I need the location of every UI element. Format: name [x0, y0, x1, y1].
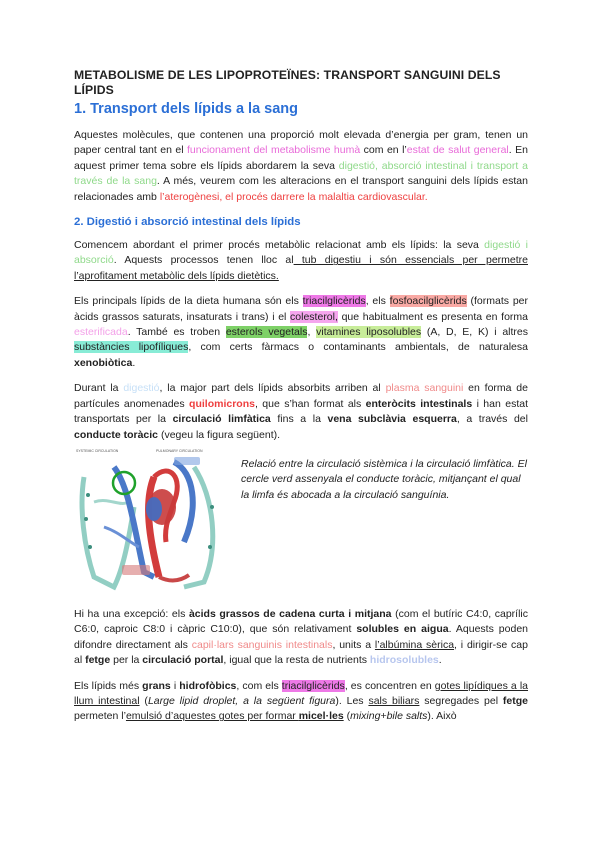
bold-enterocytes: enteròcits intestinals	[365, 397, 473, 410]
highlight-plant-sterols: esterols vegetals	[225, 326, 308, 339]
section-2-paragraph-4	[74, 607, 528, 669]
text: que habitualment es presenta en forma	[337, 310, 528, 323]
bold-thoracic-duct: conducte toràcic	[74, 428, 159, 441]
bold-hydrosoluble: hidrosolubles	[369, 654, 439, 667]
text: i han estat transportats per la	[74, 397, 528, 426]
bold-hydrophobic: hidrofòbics	[179, 679, 237, 692]
lymph-node	[208, 545, 212, 549]
underlined-emulsion: emulsió d’aquestes gotes per formar	[125, 710, 299, 723]
highlight-phosphoacylglycerides: fosfoacilglicèrids	[389, 295, 467, 308]
emphasis-digestion: digestió, absorció intestinal i transport a través de la sang	[74, 159, 528, 188]
lymph-branch	[94, 500, 129, 503]
text: , que s’han format als	[254, 397, 366, 410]
text: , igual que la resta de nutrients	[223, 654, 370, 667]
text: Els principals lípids de la dieta humana són els	[74, 295, 303, 308]
capillary-bed-bottom	[122, 565, 150, 575]
text: . Aquests processos tenen lloc al	[113, 254, 294, 267]
text: Aquestes molècules, que contenen una proporció molt elevada d’energia per gram, tenen un paper central tant en el	[74, 129, 528, 157]
text: segregades pel	[419, 694, 503, 707]
italic-mixing-bile-salts: mixing+bile salts	[350, 710, 428, 723]
text: , com els	[236, 679, 282, 692]
bold-liver: fetge	[85, 654, 111, 667]
emphasis-health: estat de salut general	[406, 144, 509, 157]
highlight-lipophilic-substances: substàncies lipofíliques	[74, 341, 189, 354]
emphasis-atherogenesis: l’aterogènesi, el procés darrere la malaltia cardiovascular.	[159, 190, 428, 203]
text: per la	[110, 654, 143, 667]
circulation-diagram	[74, 447, 224, 597]
document-title: METABOLISME DE LES LIPOPROTEÏNES: TRANSPORT SANGUINI DELS LÍPIDS	[74, 68, 501, 97]
label-systemic: SYSTEMIC CIRCULATION	[76, 448, 119, 453]
bold-lymphatic-circulation: circulació limfàtica	[172, 413, 271, 426]
section-1-heading: 1. Transport dels lípids a la sang	[74, 101, 299, 117]
text: , a través del	[456, 413, 528, 426]
figure-caption: Relació entre la circulació sistèmica i la circulació limfàtica. El cercle verd assenyala el conducte toràcic, mitjançant el qual la limfa és abocada a la circulació sanguínia.	[241, 457, 527, 501]
bold-large: grans	[142, 679, 171, 692]
highlight-triacylglycerides: triacilglicèrids	[302, 295, 366, 308]
text: , la major part dels lípids absorbits arriben al	[159, 382, 386, 395]
text: (	[343, 710, 351, 723]
emphasis-intestinal-capillaries: capil·lars sanguinis intestinals	[191, 638, 333, 651]
bold-micelles: micel·les	[298, 710, 344, 723]
text: ). Les	[335, 694, 369, 707]
text: . A més, veurem com les alteracions en el transport sanguini dels lípids estan relacionades amb	[74, 175, 528, 203]
lymph-node	[210, 505, 214, 509]
bold-short-medium-fatty-acids: àcids grassos de cadena curta i mitjana	[188, 607, 392, 620]
text: . També es troben	[127, 326, 226, 339]
text: Comencem abordant el primer procés metabòlic relacionat amb els lípids: la seva	[74, 239, 485, 252]
text: .	[132, 356, 136, 369]
section-2-heading: 2. Digestió i absorció intestinal dels lípids	[74, 216, 301, 229]
highlight-cholesterol: colesterol,	[290, 310, 338, 323]
underlined-albumin: l’albúmina sèrica	[374, 638, 455, 651]
vein-pulmonary	[174, 462, 193, 542]
text: Hi ha una excepció: els	[74, 607, 189, 620]
section-2-paragraph-5	[74, 679, 528, 725]
bold-xenobiotic: xenobiòtica	[74, 356, 133, 369]
text: Durant la	[74, 382, 124, 395]
text: , com certs fàrmacs o contaminants ambientals, de naturalesa	[188, 341, 528, 354]
artery-lower	[159, 575, 189, 581]
text: ,	[307, 326, 317, 339]
text: ). Això	[427, 710, 457, 723]
bold-water-soluble: solubles en aigua	[356, 623, 449, 636]
emphasis-digestion-absorption: digestió i absorció	[74, 239, 528, 267]
underlined-digestive-tube: tub digestiu i són essencials per permetre l’aprofitament metabòlic dels lípids dietètics.	[74, 254, 528, 282]
lymph-node	[84, 517, 88, 521]
section-2-paragraph-1	[74, 238, 528, 284]
text: en forma de partícules anomenades	[74, 382, 528, 410]
text: Els lípids més	[74, 679, 143, 692]
capillary-bed-lungs	[174, 457, 200, 465]
emphasis-metabolism: funcionament del metabolisme humà	[187, 144, 361, 157]
lymph-node	[86, 493, 90, 497]
emphasis-digestion-faint: digestió	[123, 382, 160, 395]
italic-large-lipid-droplet: Large lipid droplet, a la següent figura	[147, 694, 336, 707]
text: , units a	[332, 638, 375, 651]
text: (com el butíric C4:0, caprílic C6:0, caproic C8:0 i càpric C10:0), que són relativament	[74, 607, 528, 636]
lymph-node	[88, 545, 92, 549]
highlight-fat-soluble-vitamins: vitamines liposolubles	[316, 326, 422, 339]
text: , els	[365, 295, 390, 308]
text: i	[170, 679, 180, 692]
bold-liver-2: fetge	[502, 694, 528, 707]
section-2-paragraph-2	[74, 294, 528, 371]
highlight-triacylglycerides-2: triacilglicèrids	[281, 679, 345, 692]
text: com en l’	[360, 144, 407, 157]
text: (formats per àcids grassos saturats, insaturats i trans) i el	[74, 295, 529, 323]
text: permeten l’	[74, 710, 126, 723]
figure-row	[74, 447, 528, 597]
text: (	[139, 694, 148, 707]
document-page	[74, 68, 528, 735]
underlined-lipid-droplets: gotes lipídiques a la llum intestinal	[74, 679, 529, 707]
underlined-bile-salts: sals biliars	[368, 694, 420, 707]
text: . Aquests poden difondre directament als	[74, 623, 529, 651]
section-1-paragraph	[74, 128, 528, 205]
label-pulmonary: PULMONARY CIRCULATION	[156, 448, 203, 453]
emphasis-blood-plasma: plasma sanguini	[385, 382, 464, 395]
emphasis-esterified: esterificada	[74, 326, 128, 339]
bold-chylomicrons: quilomicrons	[189, 397, 255, 410]
text: .	[438, 654, 442, 667]
text: . En aquest primer tema sobre els lípids abordarem la seva	[74, 144, 528, 172]
heart-right-side	[146, 497, 162, 521]
text: , i dirigir-se cap al	[74, 638, 528, 667]
bold-portal-circulation: circulació portal	[142, 654, 224, 667]
text: fins a la	[270, 413, 328, 426]
bold-subclavian-vein: vena subclàvia esquerra	[327, 413, 457, 426]
text: , es concentren en	[344, 679, 435, 692]
section-2-paragraph-3	[74, 381, 528, 443]
text: (A, D, E, K) i altres	[421, 326, 528, 339]
text: (vegeu la figura següent).	[158, 428, 281, 441]
